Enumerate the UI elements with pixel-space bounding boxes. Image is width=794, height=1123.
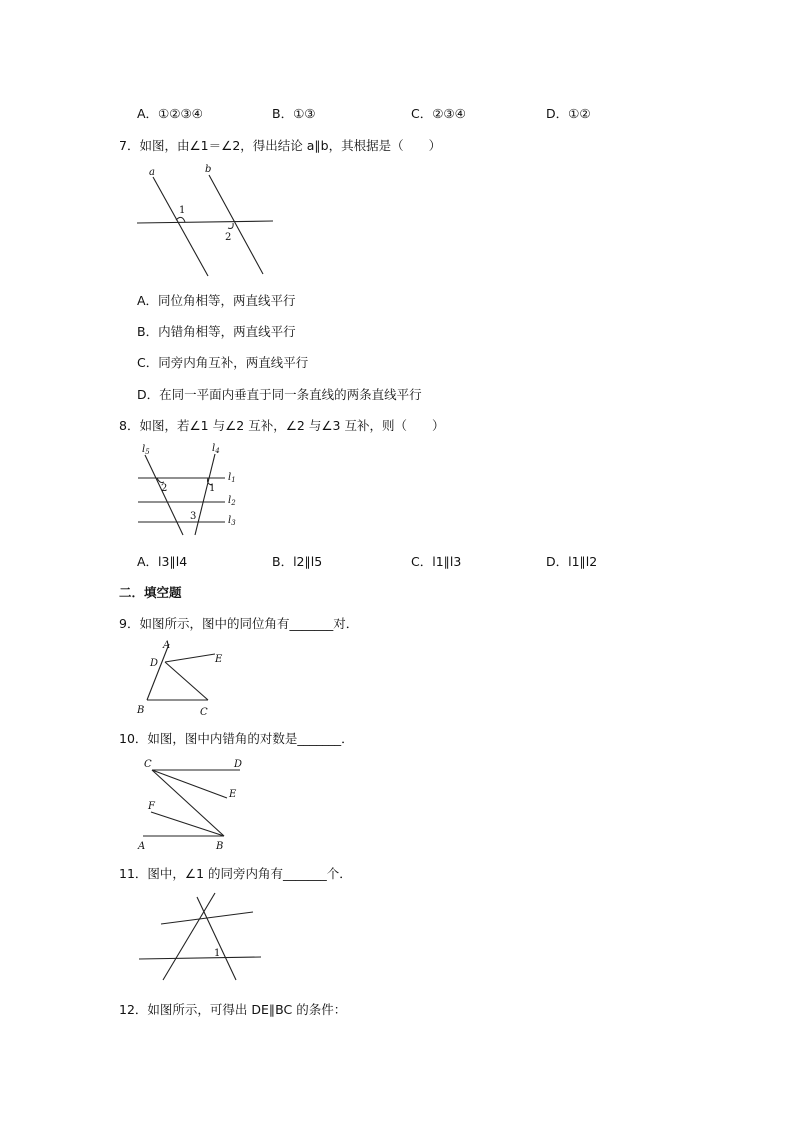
q10-label-e: E — [229, 789, 237, 800]
q9-line-de — [165, 654, 215, 662]
q7-option-c: C．同旁内角互补，两直线平行 — [137, 355, 309, 370]
q11-figure — [135, 890, 265, 985]
q7-label-a: a — [149, 167, 155, 178]
q9-stem: 9．如图所示，图中的同位角有_______对． — [119, 616, 359, 631]
q8-label-l4: $l_4$ — [212, 443, 220, 455]
q6-option-a: A．①②③④ — [137, 106, 203, 121]
q7-angle2-arc — [228, 223, 233, 228]
q10-label-c: C — [144, 759, 152, 770]
q8-option-a: A．l3∥l4 — [137, 554, 188, 569]
q7-transversal — [137, 221, 273, 223]
q8-line-l5 — [145, 455, 183, 535]
q7-line-b — [209, 175, 263, 274]
q10-line-cb — [152, 770, 224, 836]
q8-line-l4 — [195, 454, 215, 535]
q9-label-d: D — [150, 658, 159, 669]
q8-option-d: D．l1∥l2 — [546, 554, 598, 569]
q8-label-l5: $l_5$ — [142, 444, 150, 456]
q8-option-c: C．l1∥l3 — [411, 554, 462, 569]
q7-stem: 7．如图，由∠1＝∠2，得出结论 a∥b，其根据是（ ） — [119, 138, 442, 153]
q12-stem: 12．如图所示，可得出 DE∥BC 的条件： — [119, 1002, 347, 1017]
q6-option-c: C．②③④ — [411, 106, 466, 121]
q9-label-b: B — [137, 705, 145, 716]
q7-label-b: b — [205, 164, 212, 175]
q11-label-1: 1 — [214, 948, 221, 959]
q11-line-bottom — [139, 957, 261, 959]
q10-line-ce — [152, 770, 227, 798]
q10-label-b: B — [216, 841, 224, 852]
q9-figure — [135, 638, 235, 720]
q10-figure — [135, 754, 250, 852]
q9-label-a: A — [163, 640, 171, 651]
q10-stem: 10．如图，图中内错角的对数是_______． — [119, 731, 354, 746]
q9-line-dc — [165, 662, 208, 700]
q8-label-3: 3 — [190, 511, 197, 522]
q8-option-b: B．l2∥l5 — [272, 554, 323, 569]
q7-label-1: 1 — [179, 205, 186, 216]
q8-label-2: 2 — [161, 483, 168, 494]
q8-stem: 8．如图，若∠1 与∠2 互补，∠2 与∠3 互补，则（ ） — [119, 418, 445, 433]
q11-line-right — [197, 897, 236, 980]
q8-label-l3: $l_3$ — [228, 515, 236, 527]
q10-label-d: D — [234, 759, 243, 770]
q8-figure — [135, 440, 245, 540]
section-fill-in-title: 二．填空题 — [119, 585, 182, 600]
q6-option-b: B．①③ — [272, 106, 316, 121]
q7-option-a: A．同位角相等，两直线平行 — [137, 293, 296, 308]
q7-option-d: D．在同一平面内垂直于同一条直线的两条直线平行 — [137, 387, 422, 402]
q8-label-l2: $l_2$ — [228, 495, 236, 507]
q8-label-1: 1 — [209, 483, 216, 494]
q9-line-ab — [147, 644, 169, 700]
q10-label-f: F — [148, 801, 155, 812]
q7-label-2: 2 — [225, 232, 232, 243]
q9-label-c: C — [200, 707, 208, 718]
q10-line-fb — [151, 812, 224, 836]
q8-label-l1: $l_1$ — [228, 472, 236, 484]
q7-option-b: B．内错角相等，两直线平行 — [137, 324, 296, 339]
q6-option-d: D．①② — [546, 106, 591, 121]
q11-line-left — [163, 893, 215, 980]
q7-line-a — [153, 177, 208, 276]
q7-figure — [135, 160, 280, 280]
q11-stem: 11．图中，∠1 的同旁内角有_______个． — [119, 866, 352, 881]
q9-label-e: E — [215, 654, 223, 665]
q10-label-a: A — [138, 841, 146, 852]
